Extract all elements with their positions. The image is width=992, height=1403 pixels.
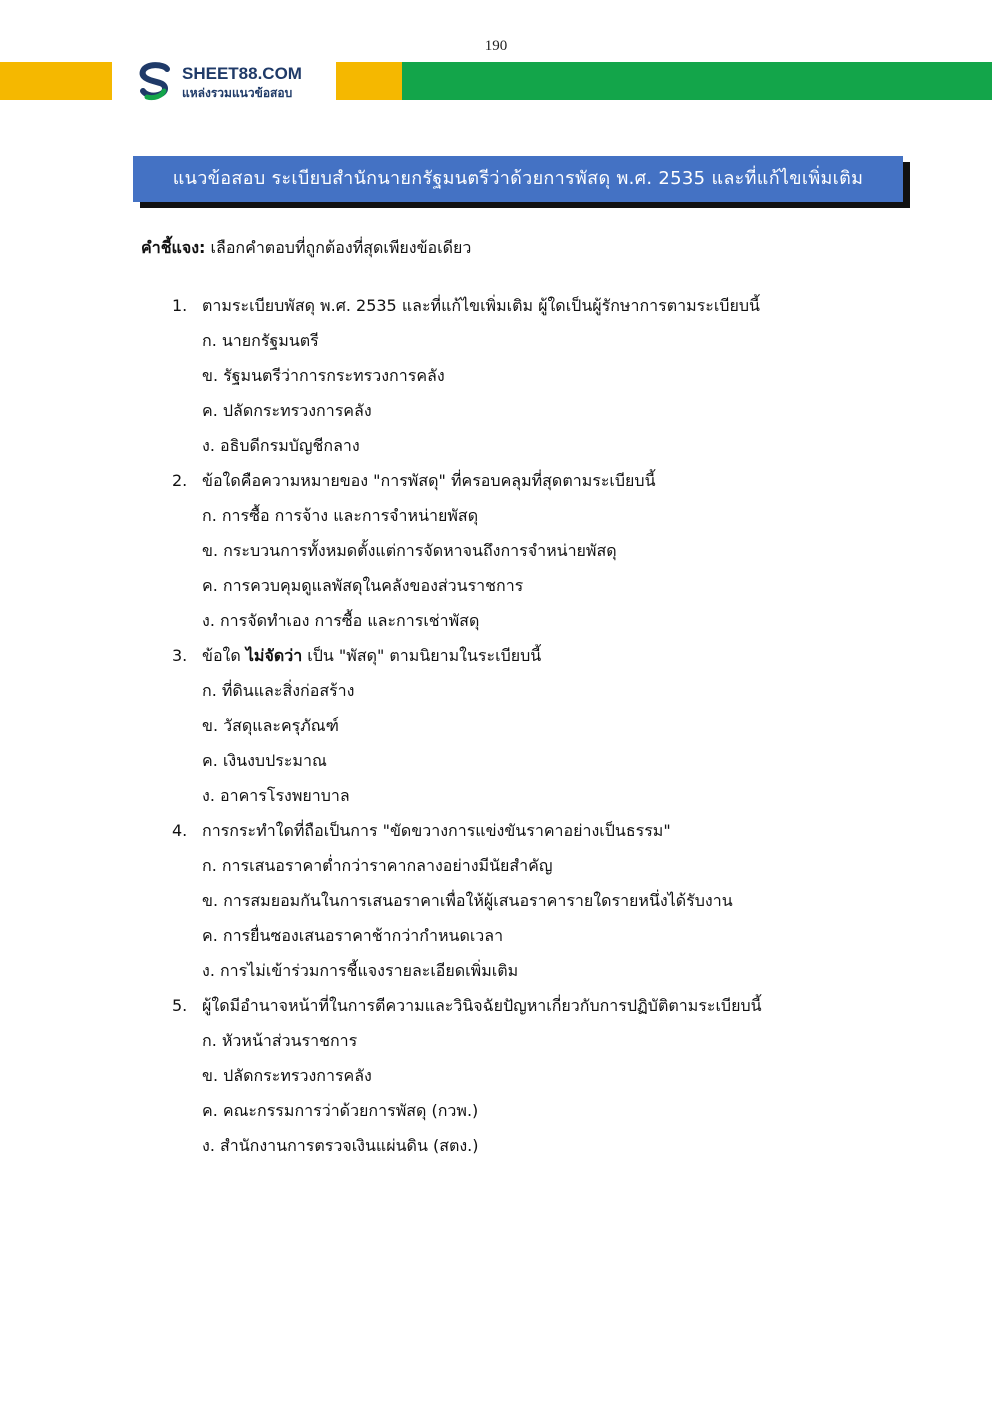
option-text: ง. อธิบดีกรมบัญชีกลาง bbox=[202, 436, 360, 455]
question-number: 3. bbox=[172, 646, 188, 665]
option-text: ค. เงินงบประมาณ bbox=[202, 751, 327, 770]
option-text: ง. การไม่เข้าร่วมการชี้แจงรายละเอียดเพิ่มเติม bbox=[202, 961, 519, 980]
page-number: 190 bbox=[484, 38, 508, 54]
option-item bbox=[172, 1062, 932, 1097]
option-text: ก. นายกรัฐมนตรี bbox=[202, 331, 319, 350]
option-text: ข. วัสดุและครุภัณฑ์ bbox=[202, 716, 339, 735]
question-list bbox=[172, 292, 932, 1167]
option-item bbox=[172, 1097, 932, 1132]
option-item bbox=[172, 362, 932, 397]
header-band-right bbox=[402, 62, 992, 100]
page-title: แนวข้อสอบ ระเบียบสำนักนายกรัฐมนตรีว่าด้วยการพัสดุ พ.ศ. 2535 และที่แก้ไขเพิ่มเติม bbox=[133, 156, 903, 202]
site-logo bbox=[134, 60, 324, 104]
question-text-end: เป็น "พัสดุ" ตามนิยามในระเบียบนี้ bbox=[302, 646, 542, 665]
option-text: ค. การยื่นซองเสนอราคาช้ากว่ากำหนดเวลา bbox=[202, 926, 504, 945]
instructions-text: เลือกคำตอบที่ถูกต้องที่สุดเพียงข้อเดียว bbox=[205, 238, 472, 257]
question-5 bbox=[172, 992, 932, 1027]
question-text: ตามระเบียบพัสดุ พ.ศ. 2535 และที่แก้ไขเพิ่มเติม ผู้ใดเป็นผู้รักษาการตามระเบียบนี้ bbox=[202, 296, 760, 315]
option-text: ง. อาคารโรงพยาบาล bbox=[202, 786, 350, 805]
option-text: ก. การเสนอราคาต่ำกว่าราคากลางอย่างมีนัยสำคัญ bbox=[202, 856, 553, 875]
option-item bbox=[172, 397, 932, 432]
option-item bbox=[172, 327, 932, 362]
option-text: ค. คณะกรรมการว่าด้วยการพัสดุ (กวพ.) bbox=[202, 1101, 479, 1120]
option-text: ก. การซื้อ การจ้าง และการจำหน่ายพัสดุ bbox=[202, 506, 479, 525]
option-text: ค. การควบคุมดูแลพัสดุในคลังของส่วนราชการ bbox=[202, 576, 524, 595]
question-number: 5. bbox=[172, 996, 188, 1015]
option-text: ค. ปลัดกระทรวงการคลัง bbox=[202, 401, 372, 420]
instructions-label: คำชี้แจง: bbox=[141, 238, 206, 257]
option-item bbox=[172, 537, 932, 572]
question-text-emphasis: ไม่จัดว่า bbox=[245, 646, 303, 665]
option-item bbox=[172, 502, 932, 537]
question-3 bbox=[172, 642, 932, 677]
question-text: การกระทำใดที่ถือเป็นการ "ขัดขวางการแข่งขันราคาอย่างเป็นธรรม" bbox=[202, 821, 671, 840]
header-band-left bbox=[0, 62, 112, 100]
option-item bbox=[172, 712, 932, 747]
option-item bbox=[172, 607, 932, 642]
sheet88-logo-icon bbox=[134, 60, 176, 104]
option-item bbox=[172, 432, 932, 467]
option-text: ข. รัฐมนตรีว่าการกระทรวงการคลัง bbox=[202, 366, 445, 385]
question-number: 2. bbox=[172, 471, 188, 490]
option-item bbox=[172, 1027, 932, 1062]
option-item bbox=[172, 572, 932, 607]
question-4 bbox=[172, 817, 932, 852]
option-text: ง. การจัดทำเอง การซื้อ และการเช่าพัสดุ bbox=[202, 611, 480, 630]
option-item bbox=[172, 852, 932, 887]
option-item bbox=[172, 782, 932, 817]
question-text-start: ข้อใด bbox=[202, 646, 246, 665]
header-band-middle bbox=[336, 62, 402, 100]
question-number: 4. bbox=[172, 821, 188, 840]
option-text: ข. ปลัดกระทรวงการคลัง bbox=[202, 1066, 372, 1085]
option-item bbox=[172, 922, 932, 957]
option-text: ก. หัวหน้าส่วนราชการ bbox=[202, 1031, 358, 1050]
question-1 bbox=[172, 292, 932, 327]
logo-title: SHEET88.COM bbox=[182, 64, 302, 83]
option-item bbox=[172, 677, 932, 712]
question-text bbox=[202, 642, 541, 670]
option-text: ข. กระบวนการทั้งหมดตั้งแต่การจัดหาจนถึงการจำหน่ายพัสดุ bbox=[202, 541, 617, 560]
option-item bbox=[172, 747, 932, 782]
option-text: ข. การสมยอมกันในการเสนอราคาเพื่อให้ผู้เสนอราคารายใดรายหนึ่งได้รับงาน bbox=[202, 891, 733, 910]
question-number: 1. bbox=[172, 296, 188, 315]
option-item bbox=[172, 1132, 932, 1167]
logo-tagline: แหล่งรวมแนวข้อสอบ bbox=[182, 86, 293, 100]
option-item bbox=[172, 887, 932, 922]
option-text: ก. ที่ดินและสิ่งก่อสร้าง bbox=[202, 681, 355, 700]
question-text: ผู้ใดมีอำนาจหน้าที่ในการตีความและวินิจฉัยปัญหาเกี่ยวกับการปฏิบัติตามระเบียบนี้ bbox=[202, 996, 762, 1015]
instructions bbox=[141, 236, 471, 260]
option-item bbox=[172, 957, 932, 992]
question-2 bbox=[172, 467, 932, 502]
option-text: ง. สำนักงานการตรวจเงินแผ่นดิน (สตง.) bbox=[202, 1136, 479, 1155]
question-text: ข้อใดคือความหมายของ "การพัสดุ" ที่ครอบคลุมที่สุดตามระเบียบนี้ bbox=[202, 471, 656, 490]
